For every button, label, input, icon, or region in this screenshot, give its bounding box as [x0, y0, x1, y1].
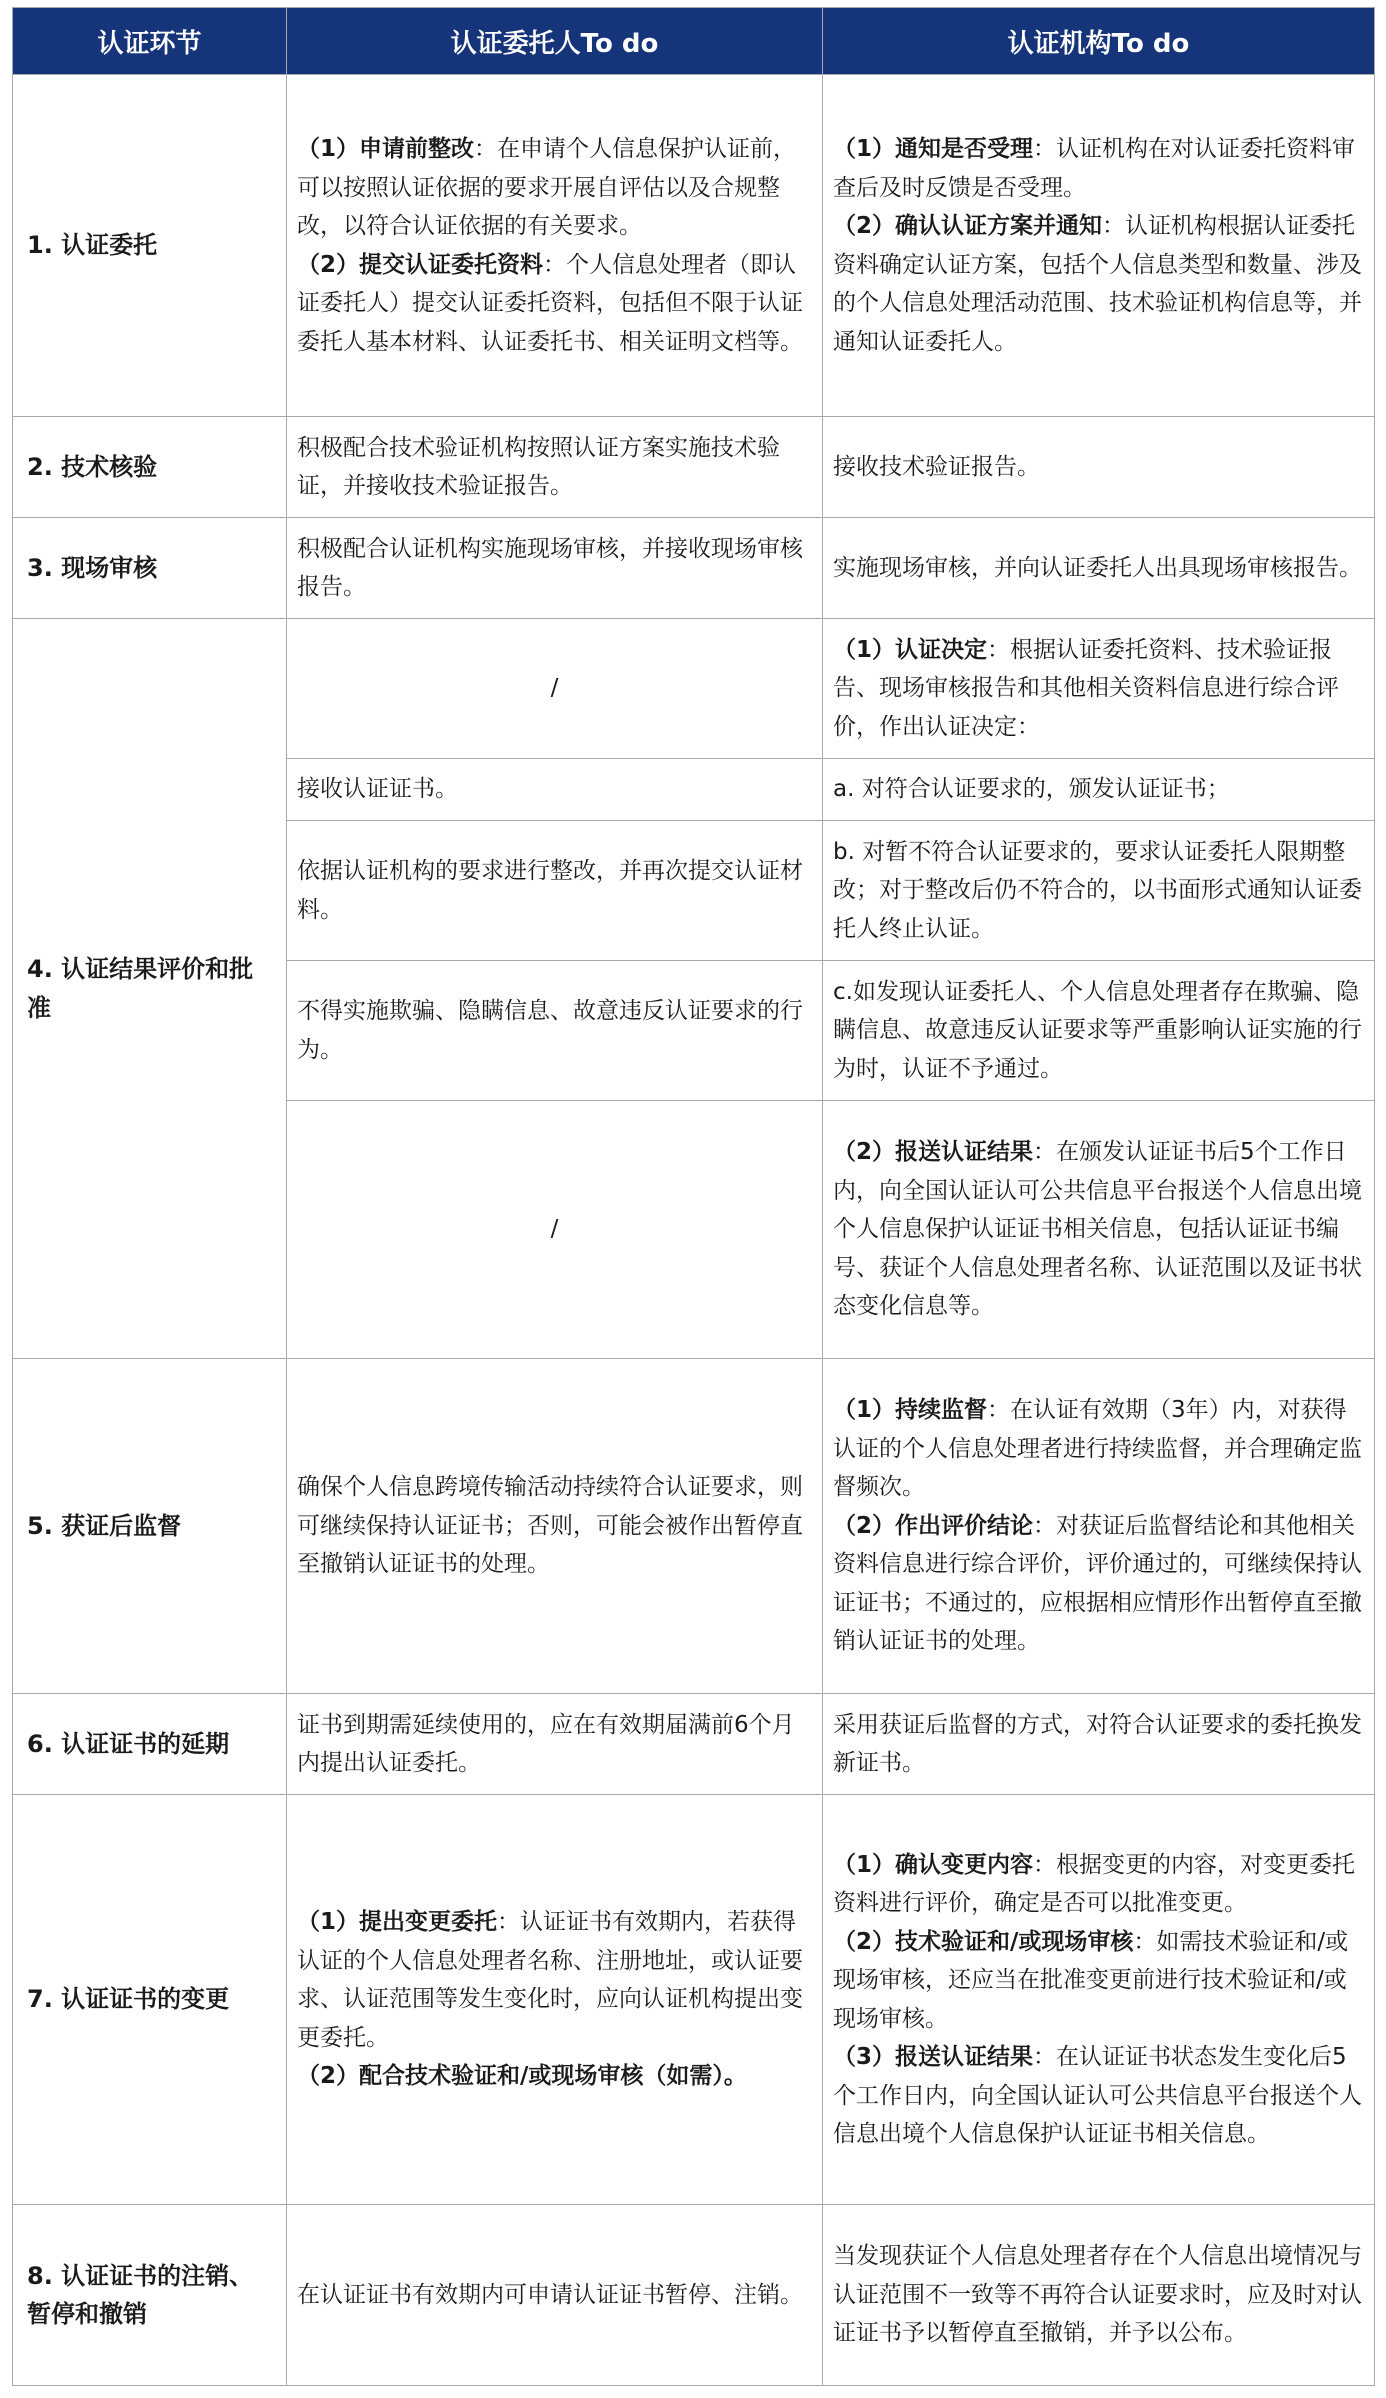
body-cell — [823, 1795, 1375, 2205]
body-item — [833, 1846, 1364, 1923]
body-cell — [823, 619, 1375, 759]
body-item — [833, 130, 1364, 207]
item-text: ：在认证有效期（3年）内，对获得认证的个人信息处理者进行持续监督，并合理确定监督频次。 — [833, 1397, 1362, 1501]
stage-cell: 6. 认证证书的延期 — [13, 1694, 287, 1795]
body-item — [833, 1391, 1364, 1507]
body-cell: a. 对符合认证要求的，颁发认证证书； — [823, 759, 1375, 821]
client-cell: 积极配合认证机构实施现场审核，并接收现场审核报告。 — [287, 518, 823, 619]
body-cell: 采用获证后监督的方式，对符合认证要求的委托换发新证书。 — [823, 1694, 1375, 1795]
body-cell: 实施现场审核，并向认证委托人出具现场审核报告。 — [823, 518, 1375, 619]
client-cell — [287, 1795, 823, 2205]
table-row-3 — [13, 518, 1375, 619]
item-label: 提交认证委托资料 — [359, 251, 544, 278]
item-number: （2） — [833, 1512, 896, 1539]
client-cell: / — [287, 619, 823, 759]
body-cell — [823, 75, 1375, 417]
body-cell: 当发现获证个人信息处理者存在个人信息出境情况与认证范围不一致等不再符合认证要求时，应及时对认证证书予以暂停直至撤销，并予以公布。 — [823, 2205, 1375, 2386]
item-label: 通知是否受理 — [895, 136, 1034, 162]
item-text: ：认证证书有效期内，若获得认证的个人信息处理者名称、注册地址，或认证要求、认证范围等发生变化时，应向认证机构提出变更委托。 — [297, 1909, 803, 2051]
stage-cell: 8. 认证证书的注销、暂停和撤销 — [13, 2205, 287, 2386]
certification-process-table — [12, 7, 1375, 2386]
stage-cell: 3. 现场审核 — [13, 518, 287, 619]
item-text: ：个人信息处理者（即认证委托人）提交认证委托资料，包括但不限于认证委托人基本材料、认证委托书、相关证明文档等。 — [297, 251, 803, 355]
certification-process-table-container — [12, 7, 1374, 2386]
item-text: ：对获证后监督结论和其他相关资料信息进行综合评价，评价通过的，可继续保持认证证书；不通过的，应根据相应情形作出暂停直至撤销认证证书的处理。 — [833, 1512, 1362, 1655]
body-item — [833, 207, 1364, 361]
header-client-todo: 认证委托人To do — [287, 8, 823, 75]
client-cell: 依据认证机构的要求进行整改，并再次提交认证材料。 — [287, 821, 823, 961]
item-number: （2） — [833, 1139, 896, 1166]
client-cell: 证书到期需延续使用的，应在有效期届满前6个月内提出认证委托。 — [287, 1694, 823, 1795]
header-row — [13, 8, 1375, 75]
item-label: 确认变更内容 — [895, 1851, 1034, 1878]
item-label: 申请前整改 — [359, 136, 475, 162]
item-text: ：认证机构根据认证委托资料确定认证方案，包括个人信息类型和数量、涉及的个人信息处理活动范围、技术验证机构信息等，并通知认证委托人。 — [833, 213, 1362, 355]
table-row-1 — [13, 75, 1375, 417]
stage-cell: 4. 认证结果评价和批准 — [13, 619, 287, 1359]
item-text: ：如需技术验证和/或现场审核，还应当在批准变更前进行技术验证和/或现场审核。 — [833, 1928, 1349, 2032]
table-row-7 — [13, 1795, 1375, 2205]
item-label: 持续监督 — [895, 1397, 988, 1424]
item-text: ：在颁发认证证书后5个工作日内，向全国认证认可公共信息平台报送个人信息出境个人信息保护认证证书相关信息，包括认证证书编号、获证个人信息处理者名称、认证范围以及证书状态变化信息等。 — [833, 1139, 1362, 1320]
body-cell — [823, 1359, 1375, 1694]
header-body-todo: 认证机构To do — [823, 8, 1375, 75]
item-text: ：根据认证委托资料、技术验证报告、现场审核报告和其他相关资料信息进行综合评价，作出认证决定： — [833, 636, 1339, 740]
client-item — [297, 246, 812, 362]
table-row-5 — [13, 1359, 1375, 1694]
item-number: （1） — [833, 1851, 896, 1878]
item-text: ：根据变更的内容，对变更委托资料进行评价，确定是否可以批准变更。 — [833, 1851, 1356, 1916]
item-number: （1） — [833, 636, 896, 663]
body-cell: b. 对暂不符合认证要求的，要求认证委托人限期整改；对于整改后仍不符合的，以书面形式通知认证委托人终止认证。 — [823, 821, 1375, 961]
body-item — [833, 1923, 1364, 2039]
item-text: ：在申请个人信息保护认证前，可以按照认证依据的要求开展自评估以及合规整改，以符合认证依据的有关要求。 — [297, 136, 797, 239]
table-row-2 — [13, 417, 1375, 518]
item-label: 技术验证和/或现场审核 — [895, 1928, 1134, 1955]
item-number: （2） — [833, 1928, 896, 1955]
item-label: 报送认证结果 — [895, 2044, 1034, 2070]
item-number: （1） — [833, 136, 896, 162]
stage-cell: 2. 技术核验 — [13, 417, 287, 518]
body-cell — [823, 1101, 1375, 1359]
table-row-6 — [13, 1694, 1375, 1795]
stage-cell: 5. 获证后监督 — [13, 1359, 287, 1694]
item-text: ：认证机构在对认证委托资料审查后及时反馈是否受理。 — [833, 136, 1356, 201]
item-number: （3） — [833, 2044, 896, 2070]
item-label: 配合技术验证和/或现场审核（如需） — [359, 2063, 724, 2090]
table-row-8 — [13, 2205, 1375, 2386]
item-label: 确认认证方案并通知 — [895, 213, 1103, 239]
item-text: ：在认证证书状态发生变化后5个工作日内，向全国认证认可公共信息平台报送个人信息出境个人信息保护认证证书相关信息。 — [833, 2044, 1362, 2147]
client-item — [297, 130, 812, 246]
item-number: （2） — [297, 2063, 360, 2090]
item-label: 报送认证结果 — [895, 1139, 1034, 1166]
header-stage: 认证环节 — [13, 8, 287, 75]
item-number: （2） — [833, 213, 896, 239]
client-cell: 确保个人信息跨境传输活动持续符合认证要求，则可继续保持认证证书；否则，可能会被作出暂停直至撤销认证证书的处理。 — [287, 1359, 823, 1694]
stage-cell: 1. 认证委托 — [13, 75, 287, 417]
item-label: 认证决定 — [895, 636, 988, 663]
item-number: （1） — [297, 136, 360, 162]
client-cell: / — [287, 1101, 823, 1359]
client-cell — [287, 75, 823, 417]
item-text: 。 — [723, 2063, 747, 2090]
table-row-4-sub-1 — [13, 619, 1375, 759]
item-number: （1） — [297, 1909, 360, 1936]
client-cell: 积极配合技术验证机构按照认证方案实施技术验证，并接收技术验证报告。 — [287, 417, 823, 518]
body-cell: c.如发现认证委托人、个人信息处理者存在欺骗、隐瞒信息、故意违反认证要求等严重影响认证实施的行为时，认证不予通过。 — [823, 961, 1375, 1101]
client-cell: 接收认证证书。 — [287, 759, 823, 821]
body-item — [833, 1507, 1364, 1661]
client-item — [297, 2057, 812, 2096]
client-cell: 不得实施欺骗、隐瞒信息、故意违反认证要求的行为。 — [287, 961, 823, 1101]
client-item — [297, 1903, 812, 2057]
body-cell: 接收技术验证报告。 — [823, 417, 1375, 518]
client-cell: 在认证证书有效期内可申请认证证书暂停、注销。 — [287, 2205, 823, 2386]
stage-cell: 7. 认证证书的变更 — [13, 1795, 287, 2205]
item-label: 作出评价结论 — [895, 1512, 1034, 1539]
item-number: （2） — [297, 251, 360, 278]
item-number: （1） — [833, 1397, 896, 1424]
item-label: 提出变更委托 — [359, 1909, 498, 1936]
body-item — [833, 2038, 1364, 2154]
